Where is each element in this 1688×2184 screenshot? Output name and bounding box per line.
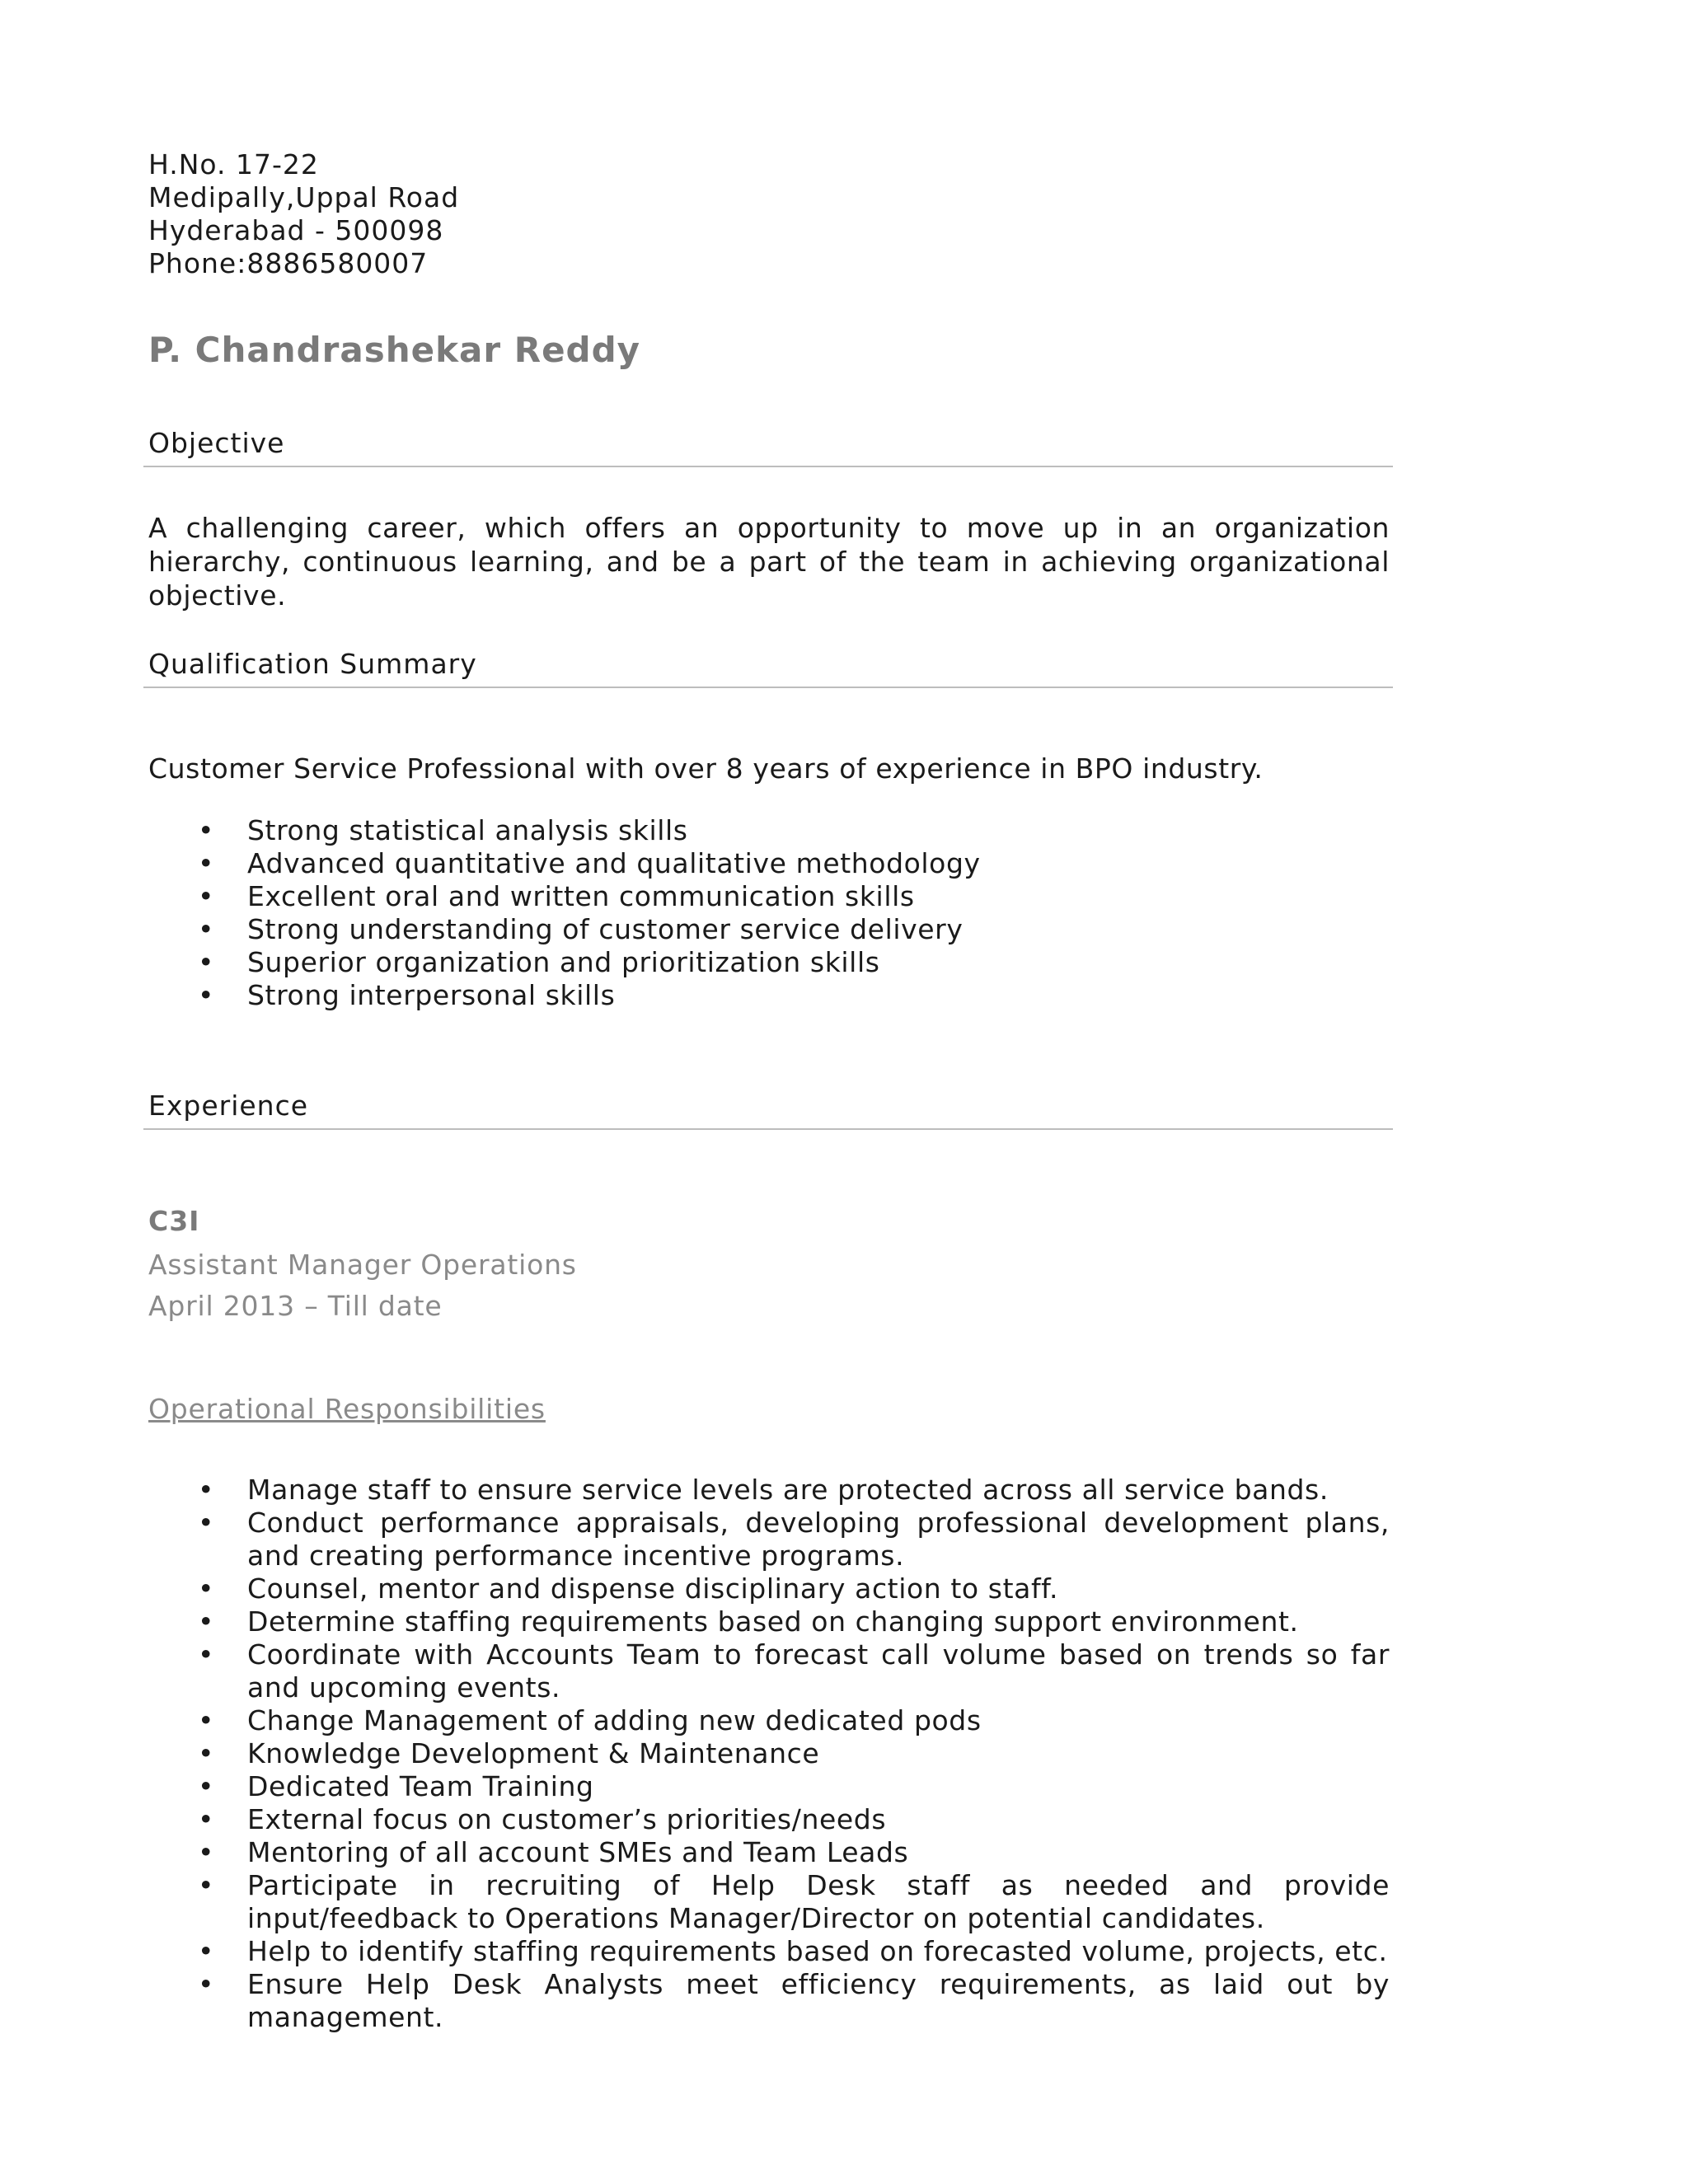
qualification-heading: Qualification Summary — [143, 648, 1393, 688]
list-item: • Knowledge Development & Maintenance — [148, 1737, 1390, 1770]
job-role: Assistant Manager Operations — [148, 1249, 577, 1281]
list-item: • Determine staffing requirements based on changing support environment. — [148, 1605, 1390, 1638]
phone-line: Phone:8886580007 — [148, 247, 429, 279]
list-item: • Coordinate with Accounts Team to forecast call volume based on trends so far and upcoming events. — [148, 1638, 1390, 1704]
list-item: • Conduct performance appraisals, developing professional development plans, and creating performance incentive programs. — [148, 1507, 1390, 1572]
list-item: • Excellent oral and written communication skills — [148, 880, 1390, 913]
list-item: • Manage staff to ensure service levels are protected across all service bands. — [148, 1474, 1390, 1507]
list-item: • Ensure Help Desk Analysts meet efficiency requirements, as laid out by management. — [148, 1968, 1390, 2034]
list-item: • Dedicated Team Training — [148, 1770, 1390, 1803]
list-item: • Strong statistical analysis skills — [148, 814, 1390, 847]
objective-text: A challenging career, which offers an opportunity to move up in an organization hierarchy, continuous learning, and be a part of the team in achieving organizational objective. — [148, 512, 1390, 612]
list-item: • Change Management of adding new dedicated pods — [148, 1704, 1390, 1737]
company-name: C3I — [148, 1205, 200, 1237]
list-item: • Participate in recruiting of Help Desk staff as needed and provide input/feedback to Operations Manager/Director on potential candidates. — [148, 1869, 1390, 1935]
list-item: • Help to identify staffing requirements based on forecasted volume, projects, etc. — [148, 1935, 1390, 1968]
responsibilities-list — [148, 1474, 1390, 2034]
qualification-list — [148, 814, 1390, 1012]
list-item: • Advanced quantitative and qualitative methodology — [148, 847, 1390, 880]
list-item: • Counsel, mentor and dispense disciplinary action to staff. — [148, 1572, 1390, 1605]
address-line-2: Medipally,Uppal Road — [148, 181, 460, 213]
experience-heading: Experience — [143, 1090, 1393, 1130]
address-block — [148, 148, 1390, 280]
list-item: • Superior organization and prioritization skills — [148, 946, 1390, 979]
objective-heading: Objective — [143, 427, 1393, 467]
address-line-1: H.No. 17-22 — [148, 148, 319, 180]
responsibilities-heading: Operational Responsibilities — [148, 1393, 546, 1425]
list-item: • Mentoring of all account SMEs and Team Leads — [148, 1836, 1390, 1869]
list-item: • Strong interpersonal skills — [148, 979, 1390, 1012]
list-item: • External focus on customer’s priorities/needs — [148, 1803, 1390, 1836]
address-line-3: Hyderabad - 500098 — [148, 214, 444, 246]
job-period: April 2013 – Till date — [148, 1290, 443, 1322]
candidate-name: P. Chandrashekar Reddy — [148, 330, 641, 370]
qualification-intro: Customer Service Professional with over 8 years of experience in BPO industry. — [148, 752, 1264, 785]
list-item: • Strong understanding of customer service delivery — [148, 913, 1390, 946]
